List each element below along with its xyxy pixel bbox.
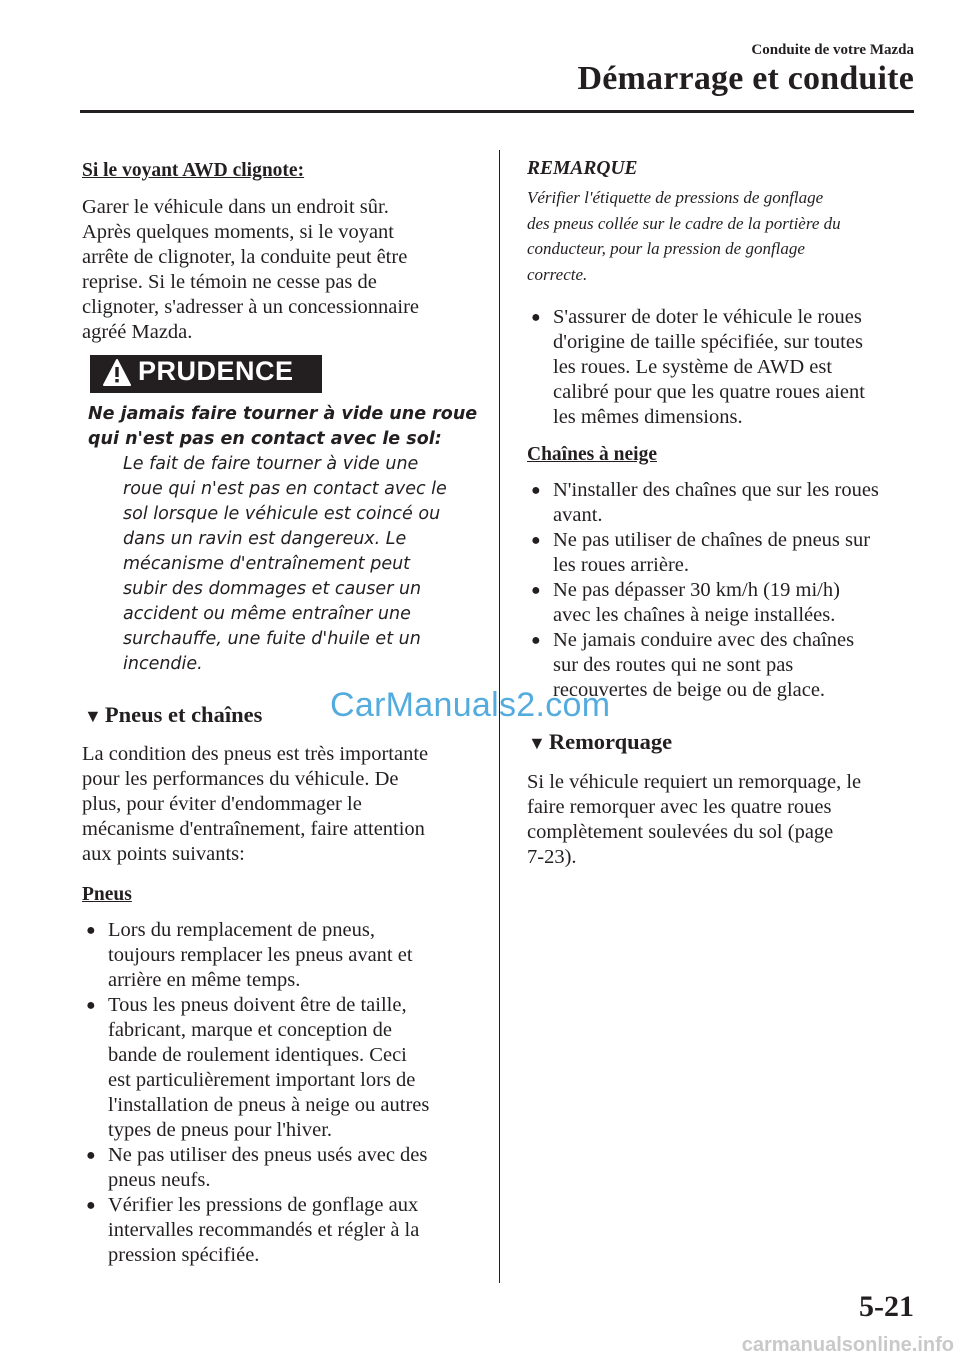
- text-line: faire remorquer avec les quatre roues: [527, 796, 832, 818]
- text-line: Garer le véhicule dans un endroit sûr.: [82, 196, 389, 218]
- chaines-bullet-list: [527, 478, 879, 703]
- pneus-bullet-list: [82, 918, 429, 1268]
- text-line: complètement soulevées du sol (page: [527, 821, 834, 843]
- awd-heading: Si le voyant AWD clignote:: [82, 160, 305, 181]
- bullet-icon: ●: [531, 532, 541, 549]
- text-line: Tous les pneus doivent être de taille,: [108, 994, 407, 1016]
- text-line: pneus neufs.: [108, 1169, 211, 1191]
- text-line: arrête de clignoter, la conduite peut être: [82, 246, 408, 268]
- list-item: [82, 1143, 429, 1193]
- prudence-body-line: dans un ravin est dangereux. Le: [123, 529, 407, 549]
- section-arrow-icon: ▼: [84, 706, 102, 726]
- text-line: est particulièrement important lors de: [108, 1069, 416, 1091]
- prudence-body-line: incendie.: [123, 654, 203, 674]
- text-line: les mêmes dimensions.: [553, 406, 743, 428]
- text-line: Ne jamais conduire avec des chaînes: [553, 629, 855, 651]
- section-title-text: Pneus et chaînes: [104, 702, 263, 727]
- prudence-body-line: mécanisme d'entraînement peut: [123, 554, 411, 574]
- text-line: Ne pas dépasser 30 km/h (19 mi/h): [553, 579, 840, 601]
- text-line: correcte.: [527, 264, 588, 284]
- remarque-title: REMARQUE: [527, 158, 638, 179]
- text-line: aux points suivants:: [82, 843, 245, 865]
- list-item: [82, 918, 429, 993]
- prudence-heading-line: Ne jamais faire tourner à vide une roue: [88, 404, 478, 424]
- text-line: Ne pas utiliser des pneus usés avec des: [108, 1144, 428, 1166]
- bullet-icon: ●: [531, 582, 541, 599]
- text-line: recouvertes de beige ou de glace.: [553, 679, 826, 701]
- awd-paragraph: [82, 195, 419, 345]
- text-line: Après quelques moments, si le voyant: [82, 221, 395, 243]
- text-line: bande de roulement identiques. Ceci: [108, 1044, 407, 1066]
- text-line: fabricant, marque et conception de: [108, 1019, 393, 1041]
- text-line: plus, pour éviter d'endommager le: [82, 793, 362, 815]
- page-number: 5-21: [859, 1290, 914, 1323]
- text-line: reprise. Si le témoin ne cesse pas de: [82, 271, 377, 293]
- bullet-icon: ●: [86, 1197, 96, 1214]
- text-line: Vérifier l'étiquette de pressions de gonflage: [527, 188, 824, 207]
- text-line: des pneus collée sur le cadre de la portière du: [527, 213, 841, 233]
- remorquage-paragraph: [527, 770, 861, 870]
- section-arrow-icon: ▼: [528, 733, 546, 753]
- list-item: [527, 528, 879, 578]
- section-title-text: Remorquage: [548, 729, 673, 754]
- running-header-subtitle: Conduite de votre Mazda: [751, 42, 914, 58]
- list-item: [527, 578, 879, 628]
- text-line: pour les performances du véhicule. De: [82, 768, 399, 790]
- text-line: types de pneus pour l'hiver.: [108, 1119, 333, 1141]
- watermark: CarManuals2.com: [330, 686, 611, 724]
- bullet-icon: ●: [86, 997, 96, 1014]
- running-header-title: Démarrage et conduite: [577, 60, 914, 97]
- bullet-icon: ●: [531, 309, 541, 326]
- text-line: Lors du remplacement de pneus,: [108, 919, 375, 941]
- list-item: [527, 305, 865, 430]
- text-line: avec les chaînes à neige installées.: [553, 604, 836, 626]
- prudence-label: PRUDENCE: [138, 356, 294, 386]
- list-item: [527, 478, 879, 528]
- bullet-icon: ●: [531, 482, 541, 499]
- text-line: La condition des pneus est très importante: [82, 743, 429, 765]
- bullet-icon: ●: [86, 1147, 96, 1164]
- prudence-body-line: roue qui n'est pas en contact avec le: [123, 479, 447, 499]
- roues-bullet-list: [527, 305, 865, 430]
- text-line: pression spécifiée.: [108, 1244, 260, 1266]
- text-line: Ne pas utiliser de chaînes de pneus sur: [553, 529, 871, 551]
- text-line: S'assurer de doter le véhicule le roues: [553, 306, 862, 328]
- text-line: arrière en même temps.: [108, 969, 301, 991]
- bullet-icon: ●: [86, 922, 96, 939]
- intro-paragraph: [82, 742, 428, 867]
- list-item: [82, 993, 429, 1143]
- text-line: mécanisme d'entraînement, faire attention: [82, 818, 425, 840]
- prudence-banner: [90, 355, 322, 393]
- warning-triangle-icon: [102, 358, 132, 393]
- text-line: 7-23).: [527, 846, 577, 868]
- text-line: conducteur, pour la pression de gonflage: [527, 239, 805, 258]
- list-item: [82, 1193, 429, 1268]
- text-line: d'origine de taille spécifiée, sur toutes: [553, 331, 863, 353]
- text-line: avant.: [553, 504, 603, 526]
- text-line: les roues arrière.: [553, 554, 690, 576]
- prudence-body-line: sol lorsque le véhicule est coincé ou: [123, 504, 441, 524]
- text-line: clignoter, s'adresser à un concessionnaire: [82, 296, 420, 318]
- text-line: Vérifier les pressions de gonflage aux: [108, 1194, 419, 1216]
- footer-site-mark: carmanualsonline.info: [741, 1334, 954, 1356]
- text-line: N'installer des chaînes que sur les roues: [553, 479, 879, 501]
- text-line: agréé Mazda.: [82, 321, 193, 343]
- prudence-body-line: accident ou même entraîner une: [123, 604, 411, 624]
- prudence-body-line: subir des dommages et causer un: [123, 579, 422, 599]
- section-title-pneus: [84, 702, 262, 728]
- prudence-body-line: surchauffe, une fuite d'huile et un: [123, 629, 421, 649]
- text-line: calibré pour que les quatre roues aient: [553, 381, 865, 403]
- text-line: les roues. Le système de AWD est: [553, 356, 833, 378]
- prudence-text: [88, 402, 477, 677]
- text-line: Si le véhicule requiert un remorquage, le: [527, 771, 862, 793]
- remarque-text: [527, 185, 841, 287]
- prudence-body-line: Le fait de faire tourner à vide une: [123, 454, 419, 474]
- text-line: sur des routes qui ne sont pas: [553, 654, 794, 676]
- header-rule: [80, 110, 914, 113]
- text-line: toujours remplacer les pneus avant et: [108, 944, 413, 966]
- bullet-icon: ●: [531, 632, 541, 649]
- chaines-heading: Chaînes à neige: [527, 444, 658, 465]
- text-line: l'installation de pneus à neige ou autres: [108, 1094, 430, 1116]
- section-title-remorquage: [528, 729, 672, 755]
- text-line: intervalles recommandés et régler à la: [108, 1219, 420, 1241]
- prudence-heading-line: qui n'est pas en contact avec le sol:: [88, 429, 442, 449]
- pneus-heading: Pneus: [82, 884, 132, 905]
